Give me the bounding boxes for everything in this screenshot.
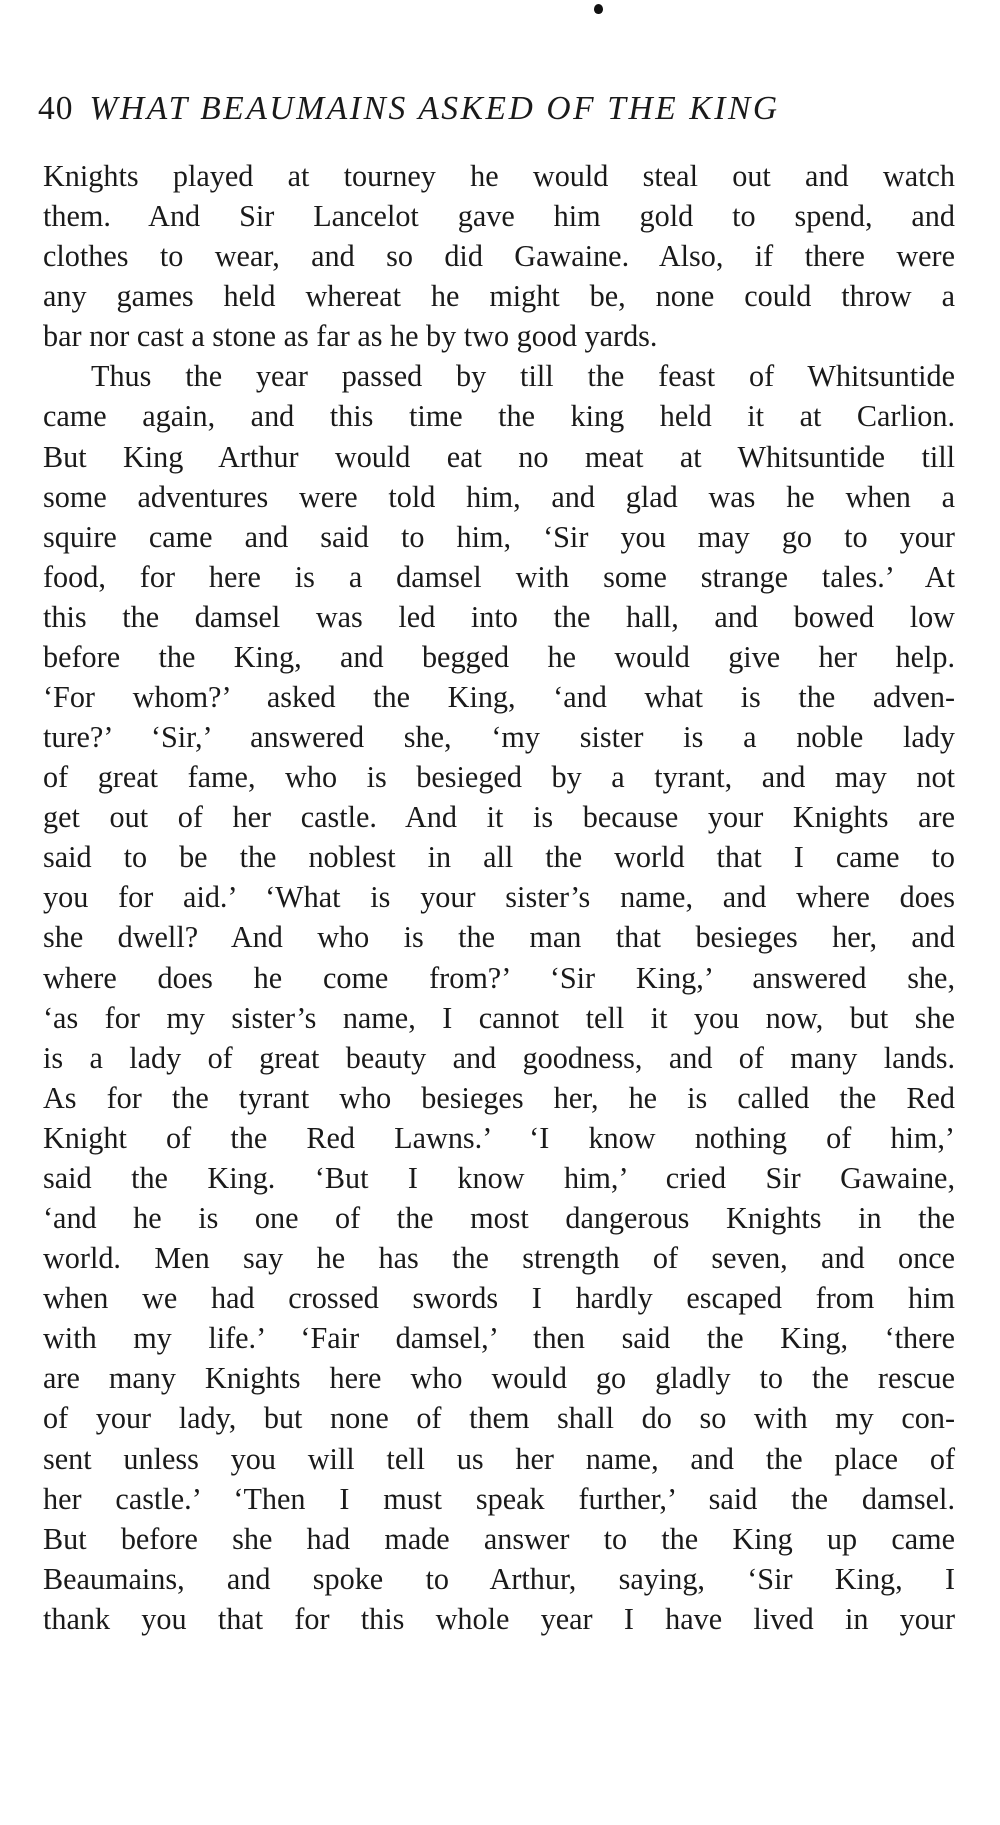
text-line: of great fame, who is besieged by a tyrant, and may not: [43, 760, 955, 795]
text-line: food, for here is a damsel with some strange tales.’ At: [43, 559, 955, 594]
text-line: some adventures were told him, and glad was he when a: [43, 479, 955, 514]
text-line: before the King, and begged he would give her help.: [43, 639, 955, 674]
text-line: ‘and he is one of the most dangerous Knights in the: [43, 1201, 955, 1236]
text-line: clothes to wear, and so did Gawaine. Also, if there were: [43, 239, 955, 274]
text-line: But King Arthur would eat no meat at Whitsuntide till: [43, 439, 955, 474]
text-line: world. Men say he has the strength of seven, and once: [43, 1241, 955, 1276]
running-head: [38, 84, 958, 134]
text-line: sent unless you will tell us her name, and the place of: [43, 1441, 955, 1476]
text-line: squire came and said to him, ‘Sir you may go to your: [43, 519, 955, 554]
text-line: when we had crossed swords I hardly escaped from him: [43, 1281, 955, 1316]
text-line: As for the tyrant who besieges her, he is called the Red: [43, 1080, 955, 1115]
text-line: get out of her castle. And it is because your Knights are: [43, 800, 955, 835]
text-line: bar nor cast a stone as far as he by two good yards.: [43, 319, 658, 354]
text-line: But before she had made answer to the King up came: [43, 1521, 955, 1556]
text-line: came again, and this time the king held it at Carlion.: [43, 399, 955, 434]
text-line: any games held whereat he might be, none could throw a: [43, 279, 955, 314]
text-line: she dwell? And who is the man that besieges her, and: [43, 920, 955, 955]
text-line: her castle.’ ‘Then I must speak further,’ said the damsel.: [43, 1481, 955, 1516]
running-title: WHAT BEAUMAINS ASKED OF THE KING: [89, 90, 780, 127]
ink-speck: [594, 4, 603, 14]
text-line: is a lady of great beauty and goodness, and of many lands.: [43, 1040, 955, 1075]
text-line: Knight of the Red Lawns.’ ‘I know nothing of him,’: [43, 1120, 955, 1155]
text-line: this the damsel was led into the hall, and bowed low: [43, 599, 955, 634]
text-line: Beaumains, and spoke to Arthur, saying, ‘Sir King, I: [43, 1561, 955, 1596]
text-line: ture?’ ‘Sir,’ answered she, ‘my sister is a noble lady: [43, 720, 955, 755]
paragraph-first-line: Thus the year passed by till the feast of Whitsuntide: [91, 359, 955, 394]
text-line: said the King. ‘But I know him,’ cried Sir Gawaine,: [43, 1160, 955, 1195]
text-line: where does he come from?’ ‘Sir King,’ answered she,: [43, 960, 955, 995]
body-text: [43, 156, 955, 1639]
text-line: ‘as for my sister’s name, I cannot tell it you now, but she: [43, 1000, 955, 1035]
text-line: said to be the noblest in all the world that I came to: [43, 840, 955, 875]
text-line: are many Knights here who would go gladly to the rescue: [43, 1361, 955, 1396]
text-line: thank you that for this whole year I have lived in your: [43, 1601, 955, 1636]
text-line: you for aid.’ ‘What is your sister’s name, and where does: [43, 880, 955, 915]
page-number: 40: [38, 90, 74, 127]
text-line: Knights played at tourney he would steal out and watch: [43, 159, 955, 193]
text-line: them. And Sir Lancelot gave him gold to spend, and: [43, 199, 955, 234]
text-line: with my life.’ ‘Fair damsel,’ then said the King, ‘there: [43, 1321, 955, 1356]
text-line: of your lady, but none of them shall do so with my con-: [43, 1401, 955, 1436]
text-line: ‘For whom?’ asked the King, ‘and what is the adven-: [43, 680, 955, 715]
